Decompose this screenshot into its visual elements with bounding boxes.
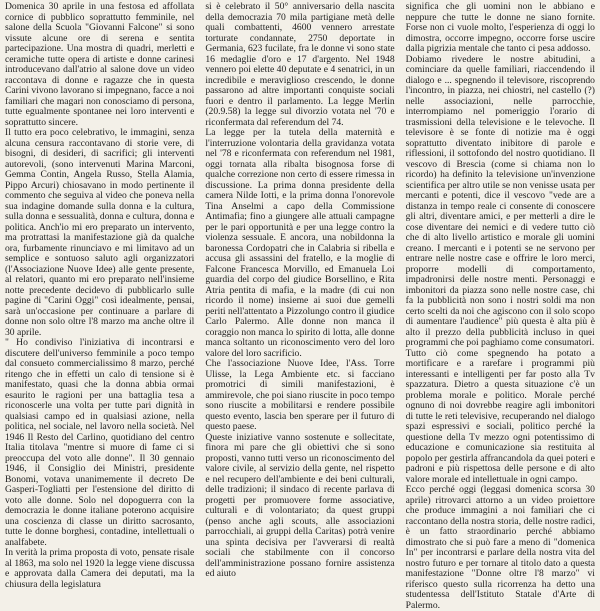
paragraph: Tutto ciò come spegnendo ha potato a mortificare e a rarefare i programmi più interessanti e intelligenti per far posto alla Tv spazzatura. Dietro a questa situazione c'è un problema morale e politico. Morale perché ognuno di noi dovrebbe reagire agli imbonitori di tutte le reti televisive, recuperando nel dialogo spazi espressivi e sociali, politico perché la questione della Tv mezzo ogni potentissimo di educazione e comunicazione sia restituita al popolo per gestirla affrancandola da quei poteri e padroni e più rispettosa delle persone e di alto valore morale ed intellettuale in ogni campo. [405, 347, 595, 485]
text-column-3 [405, 1, 595, 611]
paragraph: In verità la prima proposta di voto, pensate risale al 1863, ma solo nel 1920 la legge viene discussa e approvata dalla Camera dei deputati, ma la chiusura della legislatura [5, 547, 195, 590]
paragraph: Il tutto era poco celebrativo, le immagini, senza alcuna censura raccontavano di storie vere, di bisogni, di desideri, di sacrifici; gli interventi autorevoli, (sono intervenuti Marina Marconi, Gemma Contin, Angela Russo, Stella Alamia, Pippo Arcuri) chiosavano in modo pertinente il commento che seguiva al video che poneva nella sua indagine domande sulla donna e la cultura, sulla donna e sessualità, donna e cultura, donna e politica. Anch'io mi ero preparato un intervento, ma protrattasi la manifestazione già da qualche ora, furbamente rinunciavo e mi limitavo ad un semplice e sontuoso saluto agli organizzatori (l'Associazione Nuove Idee) alle gente presente, al relatori, quanto mi ero preparato nell'insieme notte precedente decidevo di pubblicarlo sulle pagine di "Carini Oggi" così idealmente, pensai, sarà un'occasione per continuare a parlare di donne non solo oltre l'8 marzo ma anche oltre il 30 aprile. [5, 127, 195, 338]
paragraph: " Ho condiviso l'iniziativa di incontrarsi e discutere dell'universo femminile a poco tempo dal consueto commercialissimo 8 marzo, perché ritengo che in effetti un calo di tensione si è manifestato, quasi che la donna abbia ormai esaurito le ragioni per una battaglia tesa a riconoscerle una volta per tutte pari dignità in qualsiasi campo ed in qualsiasi azione, nella politica, nel sociale, nel lavoro nella società. Nel 1946 Il Resto del Carlino, quotidiano del centro Italia titolava "mentre si muore di fame ci si preoccupa del voto alle donne". Il 30 gennaio 1946, il Consiglio dei Ministri, presidente Bonomi, votava unanimemente il decreto De Gasperi-Togliatti per l'estensione del diritto di voto alle donne. Solo nel dopoguerra con la democrazia le donne italiane poterono acquisire una coscienza di classe un diritto sacrosanto, tutte le donne borghesi, contadine, intellettuali o analfabete. [5, 337, 195, 548]
paragraph: Dobiamo rivedere le nostre abitudini, a cominciare da quelle familiari, riaccendendo il dialogo e ... spegnendo il televisore, riscoprendo l'incontro, in piazza, nei chiostri, nel castello (?) nelle associazioni, nelle parrocchie, interrompiamo nel pomeriggio l'orario di trasmissioni della televisione e le televoche. Il televisore è se fonte di notizie ma è oggi soprattutto diventato inibitore di parole e riflessioni, il sottofondo del nostro quotidiano. Il vescovo di Brescia (come si chiama non lo ricordo) ha definito la televisione un'invenzione scientifica per altro utile se non venisse usata per mercanti e potenti, dice il vescovo "vede are a distanza in tempo reale ci consente di conoscere gli altri, diventare amici, e per metterli a dire le cose diventare dei nemici e di vedere tutto ciò che di alto livello artistico e morale gli uomini creano. I mercanti e i potenti se ne servono per entrare nelle nostre case e offrire le loro merci, proporre modelli di comportamento, impadronirsi delle nostre menti. Personaggi e imbonitori da piazza sono nelle nostre case, chi fa la pubblicità non sono i nostri soldi ma non certo scelti da noi che agiscono con il solo scopo di aumentare l'audience" più questa è alta più è alto il prezzo della pubblicità incluso in quei programmi che poi paghiamo come consumatori. [405, 53, 595, 348]
paragraph: Che l'associazione Nuove Idee, l'Ass. Torre Ulisse, la Lega Ambiente etc. si facciano promotrici di simili manifestazioni, è ammirevole, che poi siano riuscite in poco tempo sono riuscite a mobilitarsi e rendere possibile questo evento, lascia ben sperare per il futuro di questo paese. [205, 358, 395, 432]
text-column-1 [5, 2, 194, 600]
paragraph: significa che gli uomini non le abbiano e neppure che tutte le donne ne siano fornite. Forse non ci vuole molto, l'esperienza di oggi lo dimostra, occorre impegno, occorre forse uscire dalla pigrizia mentale che tanto ci pesa addosso. [405, 1, 595, 54]
paragraph: Queste iniziative vanno sostenute e sollecitate, finora mi pare che gli obiettivi che si sono proposti, vanno tutti verso un riconoscimento del valore civile, al servizio della gente, nel rispetto e nel recupero dell'ambiente e dei beni culturali, delle tradizioni; il sindaco di recente parlava di progetti per promuovere forme associative, culturali e di volontariato; da quest gruppi (penso anche agli scouts, alle associazioni parrocchiali, ai gruppi della Caritas) potrà venire una spinta decisiva per l'avverarsi di realtà sociali che stabilmente con il concorso dell'amministrazione possano fornire assistenza ed aiuto [205, 431, 395, 579]
paragraph: Domenica 30 aprile in una festosa ed affollata cornice di pubblico soprattutto femminile, nel salone della Scuola "Giovanni Falcone" si sono vissute alcune ore di serena e sentita partecipazione. Una mostra di quadri, merletti e ceramiche tutte opera di artiste e donne carinesi introducevano dall'atrio al salone dove un video raccontava di donne e ragazze che in questa Carini vivono lavorano si impegnano, facce a noi familiari che magari non conosciamo di persona, tutte egualmente spontanee nei loro interventi e soprattutto sincere. [5, 1, 195, 128]
text-column-2 [205, 2, 394, 600]
paragraph: Ecco perché oggi (leggasi domenica scorsa 30 aprile) ritrovarci attorno a un video proiettore che produce immagini a noi familiari che ci raccontano della nostra storia, delle nostre radici, è un fatto straordinario perché abbiamo dimostrato che si può fare a meno di "domenica In" per incontrarsi e parlare della nostra vita del nostro futuro e per tornare al titolo dato a questa manifestazione "Donne oltre l'8 marzo" vi riferisco questo sulla ricorrenza ha detto una studentessa dell'Istituto Statale d'Arte di Palermo. [405, 484, 595, 611]
paragraph: La legge per la tutela della maternità e l'interruzione volontaria della gravidanza votata nel '78 e riconfermata con referendum nel 1981, oggi tornata alla ribalta bisognosa forse di qualche correzione non certo di essere rimessa in discussione. La prima donna presidente della camera Nilde Iotti, e la prima donna l'onorevole Tina Anselmi a capo della Commissione Antimafia; fino a giungere alle attuali campagne per le pari opportunità e per una legge contro la violenza sessuale. E ancora, una nobildonna la baronessa Cordopatri che in Calabria si ribella e accusa gli assassini del fratello, e la moglie di Falcone Francesca Morvillo, ed Emanuela Loi guardia del corpo del giudice Borsellino, e Rita Atria pentita di mafia, e la madre (di cui non ricordo il nome) insieme ai suoi due gemelli periti nell'attentato a Pizzolungo contro il giudice Carlo Palermo. Alle donne non manca il coraggio non manca lo spirito di lotta, alle donne manca soltanto un riconoscimento vero del loro valore del loro sacrificio. [205, 127, 395, 359]
paragraph: si è celebrato il 50° anniversario della nascita della democrazia 70 mila partigiane metà delle quali combattenti, 4600 vennero arrestate torturate condannate, 2750 deportate in Germania, 623 fucilate, fra le donne vi sono state 16 medaglie d'oro e 17 d'argento. Nel 1948 vennero poi elette 40 deputate e 4 senatrici, in un incredibile e meraviglioso crescendo, le donne passarono ad altre importanti conquiste sociali fuori e dentro il parlamento. La legge Merlin (20.9.58) la legge sul divorzio votata nel '70 e riconfermata dal referendum del 74. [205, 1, 395, 128]
